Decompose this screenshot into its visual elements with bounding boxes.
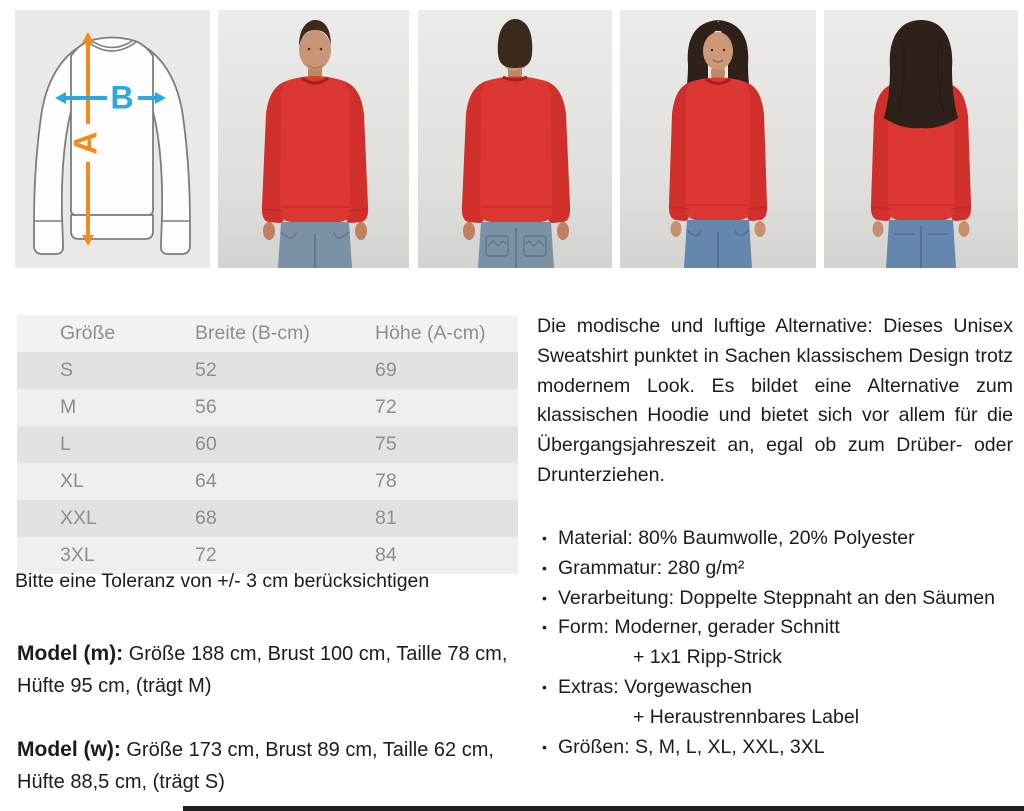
feature-text: Material: 80% Baumwolle, 20% Polyester [558,527,915,549]
bullet-icon: • [542,678,547,695]
feature-text: Verarbeitung: Doppelte Steppnaht an den Säumen [558,586,995,609]
size-table-row [17,537,518,574]
size-diagram-panel [15,10,210,268]
feature-text: Extras: Vorgewaschen [558,675,753,698]
size-table-row [17,352,518,389]
feature-item [540,554,1016,584]
size-table-cell: 52 [195,359,217,381]
size-table-row [17,426,518,463]
product-description: Die modische und luftige Alternative: Dieses Unisex Sweatshirt punktet in Sachen klassischem Design trotz modernem Look. Es bildet eine Alternative zum klassischen Hoodie und bietet sich vor allem für die Übergangsjahreszeit an, egal ob zum Drüber- oder Drunterziehen. [537,315,1013,487]
size-table-header [17,315,518,352]
size-table-cell: XL [60,470,84,492]
model-m-label: Model (m): [17,642,124,665]
feature-text: Form: Moderner, gerader Schnitt [558,616,840,639]
measure-a-label: A [67,131,104,155]
model-w-measurements [17,734,522,798]
feature-item [540,584,1016,614]
size-table-row [17,389,518,426]
bullet-icon: • [542,559,547,576]
size-table-cell: 64 [195,470,217,492]
feature-continuation: + Heraustrennbares Label [633,705,860,728]
size-table-cell: 84 [375,544,397,566]
size-table-cell: 78 [375,470,397,492]
size-table-cell: S [60,359,74,381]
feature-list [540,524,1016,762]
woman-back-illustration [824,10,1018,268]
size-table-cell: 75 [375,433,397,455]
size-table-cell: 56 [195,396,217,418]
feature-continuation: + 1x1 Ripp-Strick [633,646,783,669]
feature-item [540,673,1016,733]
sweatshirt-measure-diagram [15,10,210,268]
model-m-text: Größe 188 cm, Brust 100 cm, Taille 78 cm, Hüfte 95 cm, (trägt M) [17,643,508,697]
man-back-illustration [418,10,612,268]
photo-man-back [418,10,612,268]
size-table-column-header: Breite (B-cm) [195,322,310,344]
tolerance-note: Bitte eine Toleranz von +/- 3 cm berücksichtigen [15,570,430,592]
photo-woman-front [620,10,816,268]
size-table-cell: M [60,396,77,418]
feature-text: Größen: S, M, L, XL, XXL, 3XL [558,735,825,758]
feature-item [540,733,1016,763]
photo-woman-back [824,10,1018,268]
size-table-cell: L [60,433,71,455]
bullet-icon: • [542,619,547,636]
size-table-row [17,463,518,500]
size-table-cell: 72 [375,396,397,418]
measure-b-label: B [110,79,134,116]
feature-item [540,613,1016,673]
size-table [17,315,518,574]
size-table-cell: 60 [195,433,217,455]
size-table-cell: 69 [375,359,397,381]
photo-man-front [218,10,409,268]
size-table-cell: 81 [375,507,397,529]
size-table-cell: 72 [195,544,217,566]
model-m-measurements [17,638,522,702]
size-table-cell: 68 [195,507,217,529]
model-w-text: Größe 173 cm, Brust 89 cm, Taille 62 cm, Hüfte 88,5 cm, (trägt S) [17,739,494,793]
size-table-row [17,500,518,537]
model-w-label: Model (w): [17,738,121,761]
feature-item [540,524,1016,554]
bullet-icon: • [542,589,547,606]
size-table-cell: 3XL [60,544,95,566]
size-table-cell: XXL [60,507,97,529]
woman-front-illustration [620,10,816,268]
bottom-divider [183,806,1024,811]
feature-text: Grammatur: 280 g/m² [558,556,745,579]
size-table-column-header: Höhe (A-cm) [375,322,486,344]
size-table-column-header: Größe [60,322,116,344]
bullet-icon: • [542,738,547,755]
bullet-icon: • [542,530,547,546]
man-front-illustration [218,10,409,268]
